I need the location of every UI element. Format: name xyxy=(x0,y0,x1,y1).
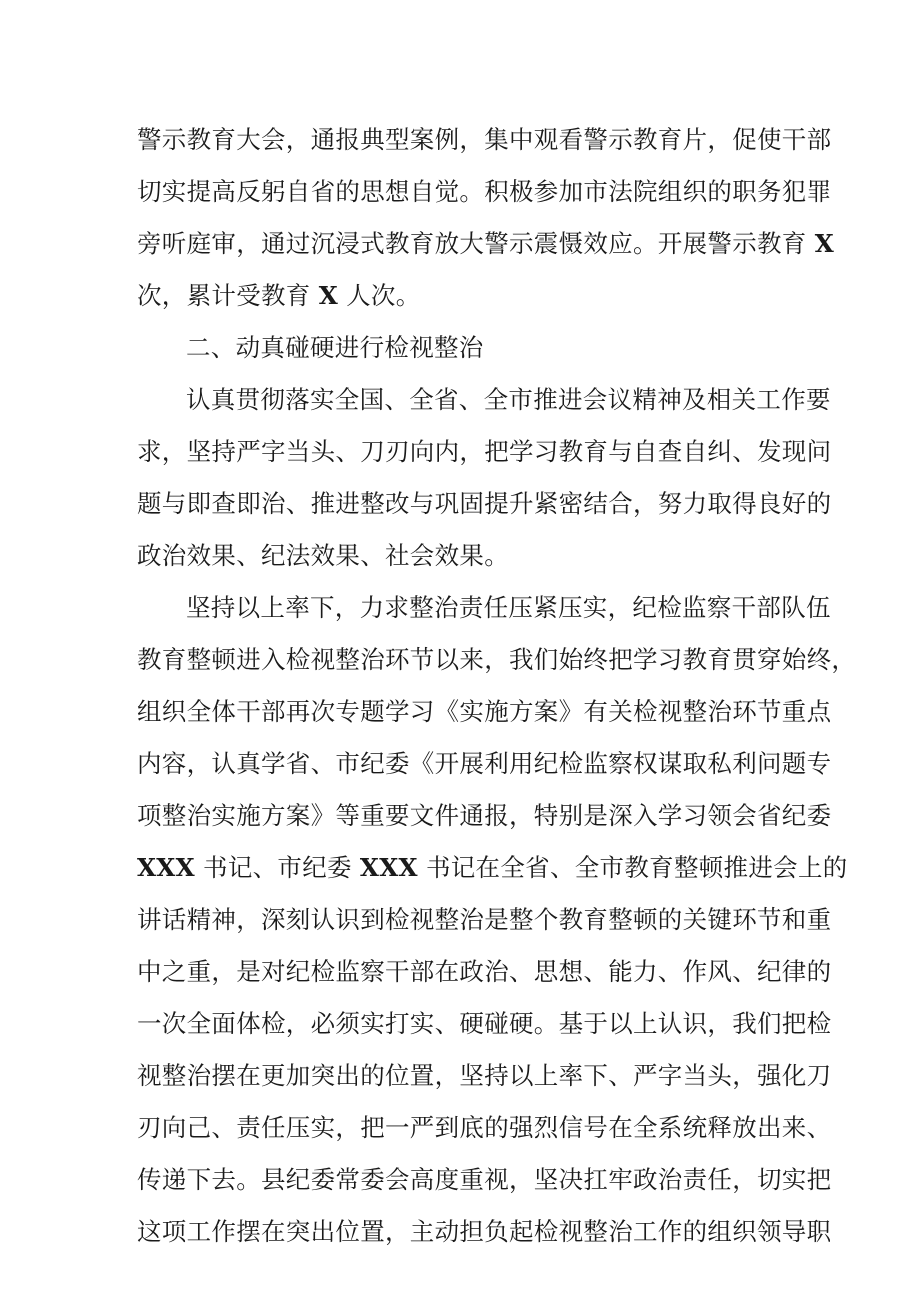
paragraph-line: 项整治实施方案》等重要文件通报，特别是深入学习领会省纪委 xyxy=(137,801,832,830)
paragraph-line: XXX 书记、市纪委 XXX 书记在全省、全市教育整顿推进会上的 xyxy=(137,853,848,882)
paragraph-line: 切实提高反躬自省的思想自觉。积极参加市法院组织的职务犯罪 xyxy=(137,177,832,206)
paragraph-line: 讲话精神，深刻认识到检视整治是整个教育整顿的关键环节和重 xyxy=(137,905,832,934)
paragraph-line: 坚持以上率下，力求整治责任压紧压实，纪检监察干部队伍 xyxy=(186,593,831,622)
paragraph-line: 次，累计受教育 X 人次。 xyxy=(137,281,421,310)
section-heading: 二、动真碰硬进行检视整治 xyxy=(186,333,484,362)
paragraph-line: 题与即查即治、推进整改与巩固提升紧密结合，努力取得良好的 xyxy=(137,489,832,518)
paragraph-line: 组织全体干部再次专题学习《实施方案》有关检视整治环节重点 xyxy=(137,697,832,726)
placeholder-mark: XXX xyxy=(137,853,195,882)
placeholder-mark: X xyxy=(318,281,338,310)
paragraph-line: 教育整顿进入检视整治环节以来，我们始终把学习教育贯穿始终， xyxy=(137,645,857,674)
paragraph-line: 传递下去。县纪委常委会高度重视，坚决扛牢政治责任，切实把 xyxy=(137,1165,832,1194)
placeholder-mark: XXX xyxy=(359,853,418,882)
paragraph-line: 内容，认真学省、市纪委《开展利用纪检监察权谋取私利问题专 xyxy=(137,749,832,778)
paragraph-line: 旁听庭审，通过沉浸式教育放大警示震慑效应。开展警示教育 X xyxy=(137,229,834,258)
paragraph-line: 认真贯彻落实全国、全省、全市推进会议精神及相关工作要 xyxy=(186,385,831,414)
paragraph-line: 求，坚持严字当头、刀刃向内，把学习教育与自查自纠、发现问 xyxy=(137,437,832,466)
paragraph-line: 警示教育大会，通报典型案例，集中观看警示教育片，促使干部 xyxy=(137,125,832,154)
paragraph-line: 中之重，是对纪检监察干部在政治、思想、能力、作风、纪律的 xyxy=(137,957,832,986)
paragraph-line: 这项工作摆在突出位置，主动担负起检视整治工作的组织领导职 xyxy=(137,1217,832,1246)
paragraph-line: 视整治摆在更加突出的位置，坚持以上率下、严字当头，强化刀 xyxy=(137,1061,832,1090)
placeholder-mark: X xyxy=(814,229,834,258)
paragraph-line: 一次全面体检，必须实打实、硬碰硬。基于以上认识，我们把检 xyxy=(137,1009,832,1038)
paragraph-line: 刃向己、责任压实，把一严到底的强烈信号在全系统释放出来、 xyxy=(137,1113,832,1142)
paragraph-line: 政治效果、纪法效果、社会效果。 xyxy=(137,541,509,570)
